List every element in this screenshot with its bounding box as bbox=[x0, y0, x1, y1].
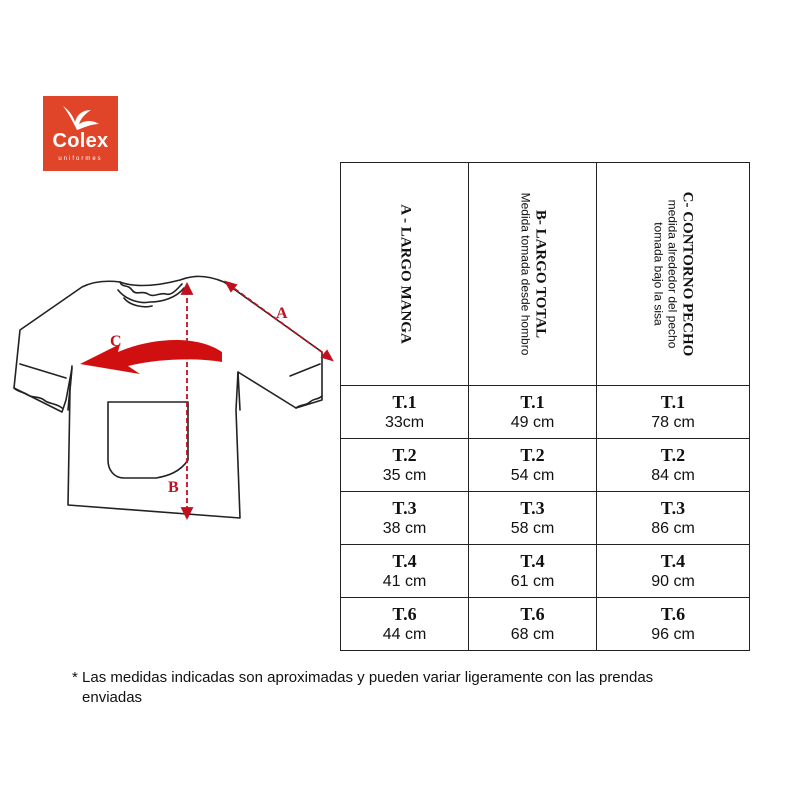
label-a: A bbox=[276, 305, 288, 322]
header-a bbox=[341, 163, 469, 386]
garment-pocket bbox=[108, 402, 188, 478]
table-cell bbox=[469, 492, 597, 545]
size-label: T.4 bbox=[392, 551, 417, 571]
size-label: T.4 bbox=[520, 551, 545, 571]
size-label: T.3 bbox=[392, 498, 417, 518]
footnote bbox=[72, 668, 712, 708]
garment-diagram bbox=[0, 260, 340, 525]
footnote-marker: * bbox=[72, 669, 78, 686]
bird-icon bbox=[59, 102, 103, 132]
header-a-title: A - LARGO MANGA bbox=[397, 204, 414, 344]
table-cell bbox=[597, 545, 750, 598]
size-label: T.2 bbox=[392, 445, 417, 465]
table-cell bbox=[341, 598, 469, 651]
header-b bbox=[469, 163, 597, 386]
header-c bbox=[597, 163, 750, 386]
table-cell bbox=[341, 439, 469, 492]
measurement-value: 61 cm bbox=[510, 573, 555, 590]
measurement-value: 38 cm bbox=[382, 520, 427, 537]
table-cell bbox=[341, 492, 469, 545]
table-row bbox=[341, 386, 750, 439]
table-cell bbox=[341, 545, 469, 598]
measurement-value: 68 cm bbox=[510, 626, 555, 643]
measurement-value: 49 cm bbox=[510, 414, 555, 431]
size-table bbox=[340, 162, 750, 651]
label-c: C bbox=[110, 333, 122, 350]
table-cell bbox=[597, 598, 750, 651]
table-cell bbox=[469, 545, 597, 598]
header-c-subtitle-2: tomada bajo la sisa bbox=[651, 222, 666, 326]
table-cell bbox=[469, 386, 597, 439]
arrow-c bbox=[80, 340, 222, 374]
table-cell bbox=[597, 439, 750, 492]
measurement-value: 33cm bbox=[384, 414, 425, 431]
footnote-text: Las medidas indicadas son aproximadas y pueden variar ligeramente con las prendas enviadas bbox=[82, 669, 654, 706]
measurement-value: 54 cm bbox=[510, 467, 555, 484]
measurement-value: 44 cm bbox=[382, 626, 427, 643]
size-label: T.2 bbox=[660, 445, 686, 465]
size-label: T.6 bbox=[520, 604, 545, 624]
size-label: T.4 bbox=[660, 551, 686, 571]
table-cell bbox=[597, 386, 750, 439]
measurement-value: 90 cm bbox=[651, 573, 695, 590]
measurement-value: 96 cm bbox=[651, 626, 695, 643]
brand-name: Colex bbox=[52, 130, 109, 152]
table-row bbox=[341, 492, 750, 545]
brand-logo bbox=[43, 96, 118, 171]
header-b-subtitle: Medida tomada desde hombro bbox=[517, 192, 532, 356]
size-label: T.1 bbox=[392, 392, 417, 412]
measure-b bbox=[182, 284, 192, 518]
size-label: T.2 bbox=[520, 445, 545, 465]
header-c-title: C- CONTORNO PECHO bbox=[679, 191, 696, 357]
size-label: T.1 bbox=[520, 392, 545, 412]
table-cell bbox=[341, 386, 469, 439]
size-label: T.6 bbox=[660, 604, 686, 624]
table-row bbox=[341, 439, 750, 492]
table-cell bbox=[469, 598, 597, 651]
measurement-value: 35 cm bbox=[382, 467, 427, 484]
table-cell bbox=[597, 492, 750, 545]
measurement-value: 86 cm bbox=[651, 520, 695, 537]
measurement-value: 84 cm bbox=[651, 467, 695, 484]
size-label: T.6 bbox=[392, 604, 417, 624]
size-label: T.1 bbox=[660, 392, 686, 412]
table-row bbox=[341, 545, 750, 598]
size-label: T.3 bbox=[660, 498, 686, 518]
table-cell bbox=[469, 439, 597, 492]
measurement-value: 58 cm bbox=[510, 520, 555, 537]
size-label: T.3 bbox=[520, 498, 545, 518]
label-b: B bbox=[168, 479, 179, 496]
header-c-subtitle: medida alrededor del pecho bbox=[665, 199, 680, 349]
table-row bbox=[341, 598, 750, 651]
measurement-value: 41 cm bbox=[382, 573, 427, 590]
brand-tagline: uniformes bbox=[58, 156, 103, 162]
measurement-value: 78 cm bbox=[651, 414, 695, 431]
header-b-title: B- LARGO TOTAL bbox=[532, 209, 549, 339]
table-header-row bbox=[341, 163, 750, 386]
